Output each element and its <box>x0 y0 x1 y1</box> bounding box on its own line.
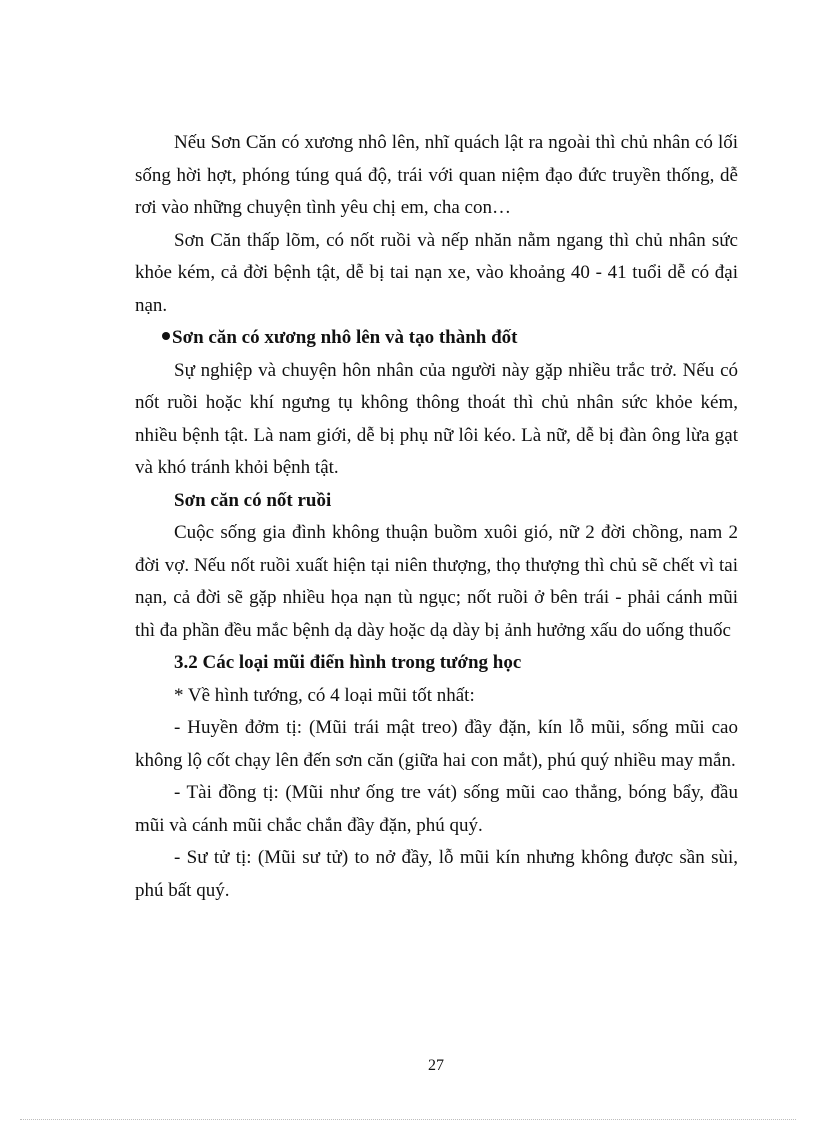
page-number: 27 <box>428 1057 444 1074</box>
bullet-icon <box>162 332 170 340</box>
section-heading-xuong-nho-dot <box>135 322 738 355</box>
section-heading-not-ruoi: Sơn căn có nốt ruồi <box>174 489 332 511</box>
paragraph-tai-dong-ti: - Tài đồng tị: (Mũi như ống tre vát) sống mũi cao thẳng, bóng bẩy, đầu mũi và cánh mũi chắc chắn đầy đặn, phú quý. <box>135 782 738 836</box>
page-body <box>135 127 738 907</box>
paragraph-su-nghiep: Sự nghiệp và chuyện hôn nhân của người này gặp nhiều trắc trở. Nếu có nốt ruồi hoặc khí ngưng tụ không thông thoát thì chủ nhân sức khỏe kém, nhiều bệnh tật. Là nam giới, dễ bị phụ nữ lôi kéo. Là nữ, dễ bị đàn ông lừa gạt và khó tránh khỏi bệnh tật. <box>135 359 738 478</box>
paragraph-su-tu-ti: - Sư tử tị: (Mũi sư tử) to nở đầy, lỗ mũi kín nhưng không được sần sùi, phú bất quý. <box>135 847 738 901</box>
section-heading-text: Sơn căn có xương nhô lên và tạo thành đốt <box>172 327 518 348</box>
paragraph-son-can-thap-lom: Sơn Căn thấp lõm, có nốt ruồi và nếp nhăn nằm ngang thì chủ nhân sức khỏe kém, cả đời bệnh tật, dễ bị tai nạn xe, vào khoảng 40 - 41 tuổi dễ có đại nạn. <box>135 229 738 316</box>
paragraph-ve-hinh-tuong: * Về hình tướng, có 4 loại mũi tốt nhất: <box>174 684 475 706</box>
paragraph-cuoc-song: Cuộc sống gia đình không thuận buồm xuôi gió, nữ 2 đời chồng, nam 2 đời vợ. Nếu nốt ruồi xuất hiện tại niên thượng, thọ thượng thì chủ sẽ chết vì tai nạn, cả đời sẽ gặp nhiều họa nạn tù ngục; nốt ruồi ở bên trái - phải cánh mũi thì đa phần đều mắc bệnh dạ dày hoặc dạ dày bị ảnh hưởng xấu do uống thuốc <box>135 522 738 641</box>
paragraph-huyen-dom-ti: - Huyền đởm tị: (Mũi trái mật treo) đầy đặn, kín lỗ mũi, sống mũi cao không lộ cốt chạy lên đến sơn căn (giữa hai con mắt), phú quý nhiều may mắn. <box>135 717 738 771</box>
section-heading-cac-loai-mui: 3.2 Các loại mũi điển hình trong tướng học <box>174 652 522 673</box>
paragraph-son-can-xuong-nho: Nếu Sơn Căn có xương nhô lên, nhĩ quách lật ra ngoài thì chủ nhân có lối sống hời hợt, phóng túng quá độ, trái với quan niệm đạo đức truyền thống, dễ rơi vào những chuyện tình yêu chị em, cha con… <box>135 132 738 218</box>
footer-divider <box>20 1119 796 1120</box>
